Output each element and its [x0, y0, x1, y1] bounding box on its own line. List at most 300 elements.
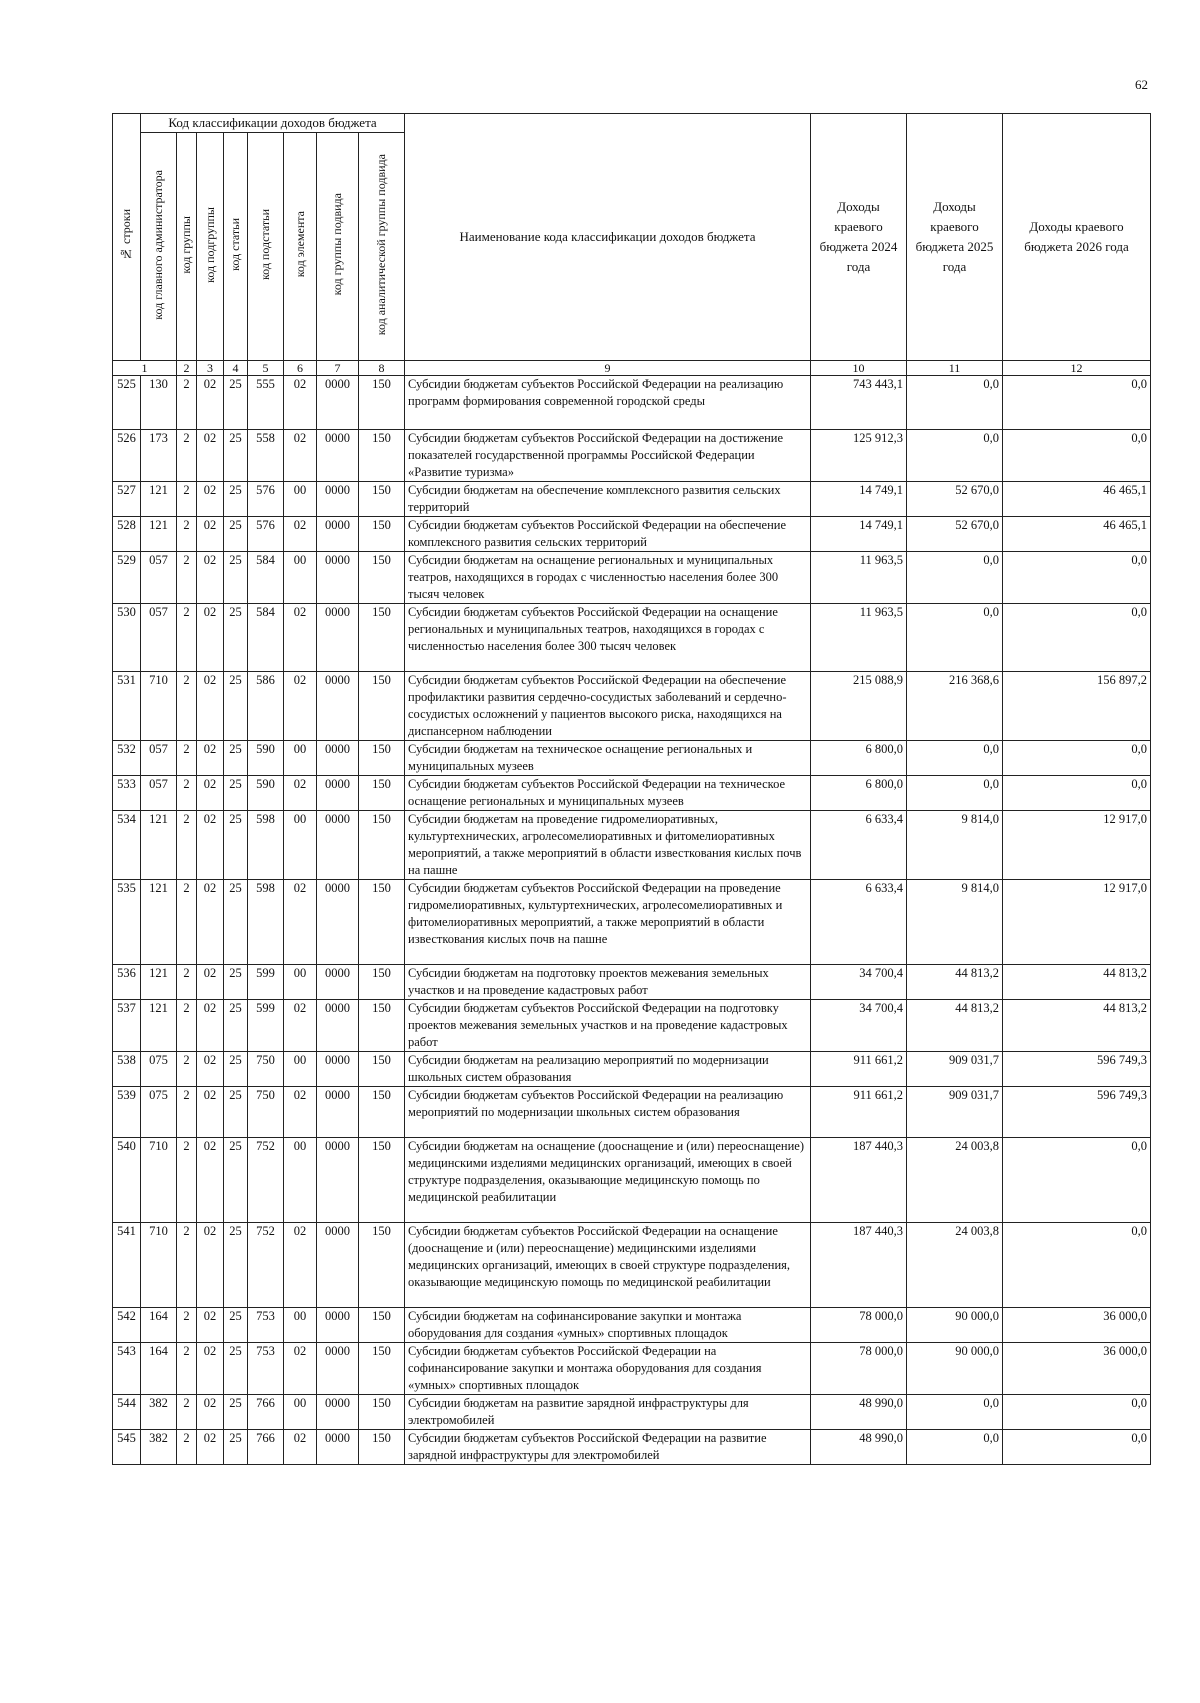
code-cell: 2: [177, 741, 197, 776]
revenue-amount: 156 897,2: [1003, 672, 1151, 741]
row-number: 542: [113, 1308, 141, 1343]
column-numbers-row: [113, 361, 1151, 376]
revenue-amount: 52 670,0: [907, 517, 1003, 552]
code-cell: 0000: [317, 811, 359, 880]
code-cell: 752: [248, 1223, 284, 1308]
code-name: Субсидии бюджетам субъектов Российской Федерации на подготовку проектов межевания земельных участков и на проведение кадастровых работ: [405, 1000, 811, 1052]
code-name: Субсидии бюджетам на оснащение региональных и муниципальных театров, находящихся в городах с численностью населения более 300 тысяч человек: [405, 552, 811, 604]
code-cell: 2: [177, 517, 197, 552]
column-number: 4: [224, 361, 248, 376]
revenue-amount: 0,0: [1003, 1223, 1151, 1308]
code-cell: 02: [197, 1087, 224, 1138]
code-cell: 25: [224, 1052, 248, 1087]
code-cell: 0000: [317, 741, 359, 776]
revenue-amount: 0,0: [1003, 1138, 1151, 1223]
code-cell: 0000: [317, 552, 359, 604]
revenue-amount: 0,0: [1003, 741, 1151, 776]
code-cell: 02: [197, 1223, 224, 1308]
revenue-amount: 14 749,1: [811, 517, 907, 552]
code-cell: 150: [359, 1430, 405, 1465]
row-number: 536: [113, 965, 141, 1000]
revenue-amount: 52 670,0: [907, 482, 1003, 517]
column-number: 9: [405, 361, 811, 376]
code-cell: 02: [197, 741, 224, 776]
code-cell: 130: [141, 376, 177, 430]
code-cell: 0000: [317, 1308, 359, 1343]
code-cell: 576: [248, 482, 284, 517]
code-cell: 0000: [317, 430, 359, 482]
table-row: [113, 1308, 1151, 1343]
code-name: Субсидии бюджетам субъектов Российской Федерации на реализацию программ формирования современной городской среды: [405, 376, 811, 430]
code-name: Субсидии бюджетам субъектов Российской Федерации на техническое оснащение региональных и муниципальных музеев: [405, 776, 811, 811]
table-row: [113, 1052, 1151, 1087]
code-cell: 25: [224, 776, 248, 811]
code-cell: 02: [284, 672, 317, 741]
code-cell: 121: [141, 880, 177, 965]
table-row: [113, 965, 1151, 1000]
code-cell: 02: [284, 776, 317, 811]
code-cell: 150: [359, 741, 405, 776]
code-cell: 25: [224, 1395, 248, 1430]
revenue-2025-header: Доходы краевого бюджета 2025 года: [907, 114, 1003, 361]
row-number: 531: [113, 672, 141, 741]
code-cell: 710: [141, 1223, 177, 1308]
revenue-amount: 9 814,0: [907, 811, 1003, 880]
revenue-amount: 125 912,3: [811, 430, 907, 482]
code-cell: 590: [248, 776, 284, 811]
code-cell: 00: [284, 1308, 317, 1343]
code-cell: 586: [248, 672, 284, 741]
code-cell: 075: [141, 1052, 177, 1087]
code-cell: 0000: [317, 1052, 359, 1087]
code-cell: 150: [359, 965, 405, 1000]
code-cell: 057: [141, 741, 177, 776]
code-cell: 0000: [317, 604, 359, 672]
code-cell: 0000: [317, 672, 359, 741]
code-cell: 150: [359, 1223, 405, 1308]
code-cell: 710: [141, 1138, 177, 1223]
code-cell: 02: [284, 376, 317, 430]
revenue-amount: 90 000,0: [907, 1343, 1003, 1395]
code-cell: 25: [224, 1308, 248, 1343]
revenue-amount: 12 917,0: [1003, 880, 1151, 965]
code-cell: 150: [359, 552, 405, 604]
revenue-amount: 0,0: [1003, 1430, 1151, 1465]
table-row: [113, 672, 1151, 741]
code-cell: 02: [284, 880, 317, 965]
table-row: [113, 811, 1151, 880]
revenue-2026-header: Доходы краевого бюджета 2026 года: [1003, 114, 1151, 361]
row-number: 537: [113, 1000, 141, 1052]
table-row: [113, 604, 1151, 672]
code-name: Субсидии бюджетам на реализацию мероприятий по модернизации школьных систем образования: [405, 1052, 811, 1087]
element-code-header: код элемента: [284, 133, 317, 361]
code-cell: 02: [197, 811, 224, 880]
revenue-amount: 14 749,1: [811, 482, 907, 517]
code-cell: 02: [197, 1430, 224, 1465]
revenue-amount: 911 661,2: [811, 1052, 907, 1087]
table-row: [113, 741, 1151, 776]
revenue-amount: 0,0: [1003, 776, 1151, 811]
revenue-amount: 9 814,0: [907, 880, 1003, 965]
code-cell: 121: [141, 965, 177, 1000]
revenue-amount: 6 633,4: [811, 811, 907, 880]
code-name: Субсидии бюджетам субъектов Российской Федерации на проведение гидромелиоративных, культуртехнических, агролесомелиоративных и фитомелиоративных мероприятий, а также мероприятий в области известкования кислых почв на пашне: [405, 880, 811, 965]
code-cell: 02: [284, 1223, 317, 1308]
code-cell: 02: [197, 482, 224, 517]
code-name: Субсидии бюджетам на техническое оснащение региональных и муниципальных музеев: [405, 741, 811, 776]
revenue-amount: 24 003,8: [907, 1138, 1003, 1223]
code-cell: 25: [224, 430, 248, 482]
column-number: 1: [113, 361, 177, 376]
revenue-amount: 44 813,2: [907, 1000, 1003, 1052]
revenue-amount: 48 990,0: [811, 1395, 907, 1430]
table-row: [113, 1430, 1151, 1465]
code-cell: 2: [177, 811, 197, 880]
code-cell: 2: [177, 1052, 197, 1087]
code-name: Субсидии бюджетам на обеспечение комплексного развития сельских территорий: [405, 482, 811, 517]
row-number: 529: [113, 552, 141, 604]
revenue-amount: 36 000,0: [1003, 1308, 1151, 1343]
table-row: [113, 482, 1151, 517]
row-number-header: № строки: [113, 114, 141, 361]
code-cell: 121: [141, 482, 177, 517]
code-cell: 02: [197, 1138, 224, 1223]
code-cell: 25: [224, 517, 248, 552]
code-cell: 0000: [317, 880, 359, 965]
code-cell: 02: [284, 1000, 317, 1052]
code-cell: 2: [177, 1000, 197, 1052]
table-row: [113, 1343, 1151, 1395]
code-name: Субсидии бюджетам субъектов Российской Федерации на обеспечение комплексного развития сельских территорий: [405, 517, 811, 552]
revenue-amount: 36 000,0: [1003, 1343, 1151, 1395]
code-cell: 02: [284, 604, 317, 672]
code-cell: 2: [177, 1430, 197, 1465]
row-number: 543: [113, 1343, 141, 1395]
code-cell: 590: [248, 741, 284, 776]
code-name: Субсидии бюджетам на подготовку проектов межевания земельных участков и на проведение кадастровых работ: [405, 965, 811, 1000]
code-cell: 057: [141, 604, 177, 672]
row-number: 527: [113, 482, 141, 517]
revenue-amount: 0,0: [907, 552, 1003, 604]
revenue-amount: 78 000,0: [811, 1308, 907, 1343]
revenue-amount: 24 003,8: [907, 1223, 1003, 1308]
code-cell: 00: [284, 741, 317, 776]
revenue-amount: 0,0: [907, 430, 1003, 482]
revenue-amount: 216 368,6: [907, 672, 1003, 741]
analytic-group-code-header: код аналитической группы подвида: [359, 133, 405, 361]
revenue-amount: 0,0: [907, 604, 1003, 672]
code-cell: 02: [197, 672, 224, 741]
row-number: 532: [113, 741, 141, 776]
code-cell: 02: [197, 880, 224, 965]
column-number: 2: [177, 361, 197, 376]
revenue-amount: 0,0: [907, 1395, 1003, 1430]
table-row: [113, 517, 1151, 552]
code-cell: 164: [141, 1308, 177, 1343]
code-cell: 584: [248, 552, 284, 604]
code-cell: 00: [284, 1138, 317, 1223]
revenue-amount: 12 917,0: [1003, 811, 1151, 880]
code-cell: 25: [224, 1000, 248, 1052]
code-cell: 00: [284, 1395, 317, 1430]
code-cell: 576: [248, 517, 284, 552]
code-cell: 558: [248, 430, 284, 482]
classification-code-header: Код классификации доходов бюджета: [141, 114, 405, 133]
code-cell: 164: [141, 1343, 177, 1395]
row-number: 533: [113, 776, 141, 811]
code-cell: 00: [284, 1052, 317, 1087]
revenue-amount: 90 000,0: [907, 1308, 1003, 1343]
code-cell: 2: [177, 1087, 197, 1138]
code-cell: 382: [141, 1430, 177, 1465]
code-cell: 710: [141, 672, 177, 741]
revenue-2024-header: Доходы краевого бюджета 2024 года: [811, 114, 907, 361]
revenue-amount: 6 800,0: [811, 741, 907, 776]
code-name: Субсидии бюджетам субъектов Российской Федерации на софинансирование закупки и монтажа оборудования для создания «умных» спортивных площадок: [405, 1343, 811, 1395]
code-cell: 075: [141, 1087, 177, 1138]
code-cell: 25: [224, 1087, 248, 1138]
revenue-amount: 596 749,3: [1003, 1052, 1151, 1087]
table-row: [113, 1000, 1151, 1052]
code-cell: 0000: [317, 776, 359, 811]
code-cell: 25: [224, 376, 248, 430]
article-code-header: код статьи: [224, 133, 248, 361]
code-cell: 599: [248, 965, 284, 1000]
revenue-amount: 0,0: [907, 741, 1003, 776]
code-cell: 25: [224, 965, 248, 1000]
subgroup-code-header: код подгруппы: [197, 133, 224, 361]
table-row: [113, 1223, 1151, 1308]
code-cell: 25: [224, 1343, 248, 1395]
code-cell: 25: [224, 880, 248, 965]
code-cell: 121: [141, 811, 177, 880]
revenue-amount: 0,0: [1003, 430, 1151, 482]
revenue-amount: 11 963,5: [811, 552, 907, 604]
code-cell: 02: [197, 1343, 224, 1395]
revenue-amount: 0,0: [907, 776, 1003, 811]
code-name: Субсидии бюджетам субъектов Российской Федерации на достижение показателей государственной программы Российской Федерации «Развитие туризма»: [405, 430, 811, 482]
code-cell: 25: [224, 482, 248, 517]
code-cell: 0000: [317, 965, 359, 1000]
row-number: 526: [113, 430, 141, 482]
revenue-amount: 6 633,4: [811, 880, 907, 965]
code-cell: 150: [359, 376, 405, 430]
revenue-amount: 0,0: [907, 376, 1003, 430]
code-cell: 0000: [317, 482, 359, 517]
code-cell: 02: [197, 1000, 224, 1052]
code-name: Субсидии бюджетам субъектов Российской Федерации на реализацию мероприятий по модернизации школьных систем образования: [405, 1087, 811, 1138]
code-cell: 150: [359, 482, 405, 517]
table-row: [113, 376, 1151, 430]
code-cell: 2: [177, 880, 197, 965]
code-cell: 750: [248, 1087, 284, 1138]
revenue-amount: 743 443,1: [811, 376, 907, 430]
table-row: [113, 880, 1151, 965]
code-cell: 382: [141, 1395, 177, 1430]
code-cell: 02: [197, 376, 224, 430]
budget-revenue-table: [112, 113, 1151, 1465]
code-cell: 02: [284, 517, 317, 552]
code-cell: 2: [177, 1343, 197, 1395]
revenue-amount: 48 990,0: [811, 1430, 907, 1465]
code-cell: 0000: [317, 1087, 359, 1138]
code-cell: 25: [224, 741, 248, 776]
code-cell: 02: [197, 604, 224, 672]
subarticle-code-header: код подстатьи: [248, 133, 284, 361]
code-name: Субсидии бюджетам субъектов Российской Федерации на оснащение региональных и муниципальных театров, находящихся в городах с численностью населения более 300 тысяч человек: [405, 604, 811, 672]
code-cell: 00: [284, 552, 317, 604]
page-number: 62: [1135, 77, 1148, 92]
table-row: [113, 776, 1151, 811]
code-cell: 02: [284, 1343, 317, 1395]
code-cell: 02: [197, 965, 224, 1000]
revenue-amount: 0,0: [907, 1430, 1003, 1465]
revenue-amount: 215 088,9: [811, 672, 907, 741]
revenue-amount: 46 465,1: [1003, 482, 1151, 517]
code-cell: 150: [359, 517, 405, 552]
code-cell: 0000: [317, 1395, 359, 1430]
code-cell: 753: [248, 1308, 284, 1343]
code-cell: 150: [359, 1395, 405, 1430]
code-name: Субсидии бюджетам на развитие зарядной инфраструктуры для электромобилей: [405, 1395, 811, 1430]
code-cell: 150: [359, 1087, 405, 1138]
code-cell: 2: [177, 672, 197, 741]
column-number: 7: [317, 361, 359, 376]
code-cell: 0000: [317, 376, 359, 430]
code-cell: 2: [177, 1138, 197, 1223]
code-cell: 02: [197, 1395, 224, 1430]
code-cell: 150: [359, 811, 405, 880]
code-cell: 02: [197, 552, 224, 604]
column-number: 5: [248, 361, 284, 376]
row-number: 538: [113, 1052, 141, 1087]
row-number: 539: [113, 1087, 141, 1138]
code-cell: 555: [248, 376, 284, 430]
code-cell: 25: [224, 811, 248, 880]
revenue-amount: 11 963,5: [811, 604, 907, 672]
code-name: Субсидии бюджетам на проведение гидромелиоративных, культуртехнических, агролесомелиоративных и фитомелиоративных мероприятий, а также мероприятий в области известкования кислых почв на пашне: [405, 811, 811, 880]
column-number: 10: [811, 361, 907, 376]
revenue-amount: 0,0: [1003, 1395, 1151, 1430]
code-cell: 584: [248, 604, 284, 672]
code-cell: 0000: [317, 1223, 359, 1308]
code-cell: 150: [359, 1343, 405, 1395]
column-number: 6: [284, 361, 317, 376]
code-cell: 121: [141, 1000, 177, 1052]
column-number: 11: [907, 361, 1003, 376]
code-name-header: Наименование кода классификации доходов бюджета: [405, 114, 811, 361]
code-cell: 2: [177, 1308, 197, 1343]
column-number: 8: [359, 361, 405, 376]
column-number: 12: [1003, 361, 1151, 376]
code-cell: 150: [359, 1308, 405, 1343]
code-cell: 150: [359, 776, 405, 811]
row-number: 540: [113, 1138, 141, 1223]
code-name: Субсидии бюджетам на оснащение (дооснащение и (или) переоснащение) медицинскими изделиями медицинских организаций, имеющих в своей структуре подразделения, оказывающие медицинскую помощь по медицинской реабилитации: [405, 1138, 811, 1223]
code-cell: 25: [224, 672, 248, 741]
subtype-group-code-header: код группы подвида: [317, 133, 359, 361]
table-row: [113, 1395, 1151, 1430]
revenue-amount: 0,0: [1003, 604, 1151, 672]
table-row: [113, 430, 1151, 482]
revenue-amount: 44 813,2: [1003, 965, 1151, 1000]
code-cell: 121: [141, 517, 177, 552]
revenue-amount: 6 800,0: [811, 776, 907, 811]
code-cell: 2: [177, 776, 197, 811]
code-cell: 598: [248, 811, 284, 880]
code-cell: 0000: [317, 1343, 359, 1395]
code-cell: 25: [224, 1138, 248, 1223]
code-cell: 150: [359, 1000, 405, 1052]
code-cell: 02: [197, 1052, 224, 1087]
code-cell: 766: [248, 1430, 284, 1465]
group-code-header: код группы: [177, 133, 197, 361]
code-cell: 0000: [317, 1138, 359, 1223]
code-cell: 150: [359, 1052, 405, 1087]
revenue-amount: 34 700,4: [811, 965, 907, 1000]
code-cell: 750: [248, 1052, 284, 1087]
revenue-amount: 187 440,3: [811, 1138, 907, 1223]
row-number: 541: [113, 1223, 141, 1308]
code-cell: 2: [177, 604, 197, 672]
code-cell: 173: [141, 430, 177, 482]
code-cell: 753: [248, 1343, 284, 1395]
code-cell: 599: [248, 1000, 284, 1052]
code-cell: 02: [284, 1087, 317, 1138]
code-cell: 02: [197, 517, 224, 552]
code-cell: 25: [224, 604, 248, 672]
code-cell: 00: [284, 965, 317, 1000]
code-cell: 02: [197, 1308, 224, 1343]
code-cell: 150: [359, 672, 405, 741]
revenue-amount: 911 661,2: [811, 1087, 907, 1138]
admin-code-header: код главного администратора: [141, 133, 177, 361]
code-cell: 0000: [317, 1000, 359, 1052]
row-number: 544: [113, 1395, 141, 1430]
code-cell: 150: [359, 1138, 405, 1223]
table-body: [113, 376, 1151, 1465]
code-name: Субсидии бюджетам на софинансирование закупки и монтажа оборудования для создания «умных» спортивных площадок: [405, 1308, 811, 1343]
revenue-amount: 0,0: [1003, 552, 1151, 604]
code-cell: 02: [284, 1430, 317, 1465]
row-number: 530: [113, 604, 141, 672]
revenue-amount: 34 700,4: [811, 1000, 907, 1052]
code-cell: 057: [141, 552, 177, 604]
code-name: Субсидии бюджетам субъектов Российской Федерации на обеспечение профилактики развития сердечно-сосудистых заболеваний и сердечно-сосудистых осложнений у пациентов высокого риска, находящихся на диспансерном наблюдении: [405, 672, 811, 741]
code-cell: 0000: [317, 1430, 359, 1465]
row-number: 525: [113, 376, 141, 430]
code-cell: 057: [141, 776, 177, 811]
revenue-amount: 78 000,0: [811, 1343, 907, 1395]
revenue-amount: 596 749,3: [1003, 1087, 1151, 1138]
code-cell: 598: [248, 880, 284, 965]
table-row: [113, 552, 1151, 604]
code-cell: 150: [359, 880, 405, 965]
code-cell: 2: [177, 1395, 197, 1430]
code-cell: 2: [177, 376, 197, 430]
code-name: Субсидии бюджетам субъектов Российской Федерации на оснащение (дооснащение и (или) переоснащение) медицинскими изделиями медицинских организаций, имеющих в своей структуре подразделения, оказывающие медицинскую помощь по медицинской реабилитации: [405, 1223, 811, 1308]
row-number: 545: [113, 1430, 141, 1465]
code-cell: 2: [177, 430, 197, 482]
revenue-amount: 46 465,1: [1003, 517, 1151, 552]
code-cell: 2: [177, 552, 197, 604]
row-number: 535: [113, 880, 141, 965]
code-cell: 25: [224, 1223, 248, 1308]
column-number: 3: [197, 361, 224, 376]
table-row: [113, 1087, 1151, 1138]
code-cell: 2: [177, 482, 197, 517]
